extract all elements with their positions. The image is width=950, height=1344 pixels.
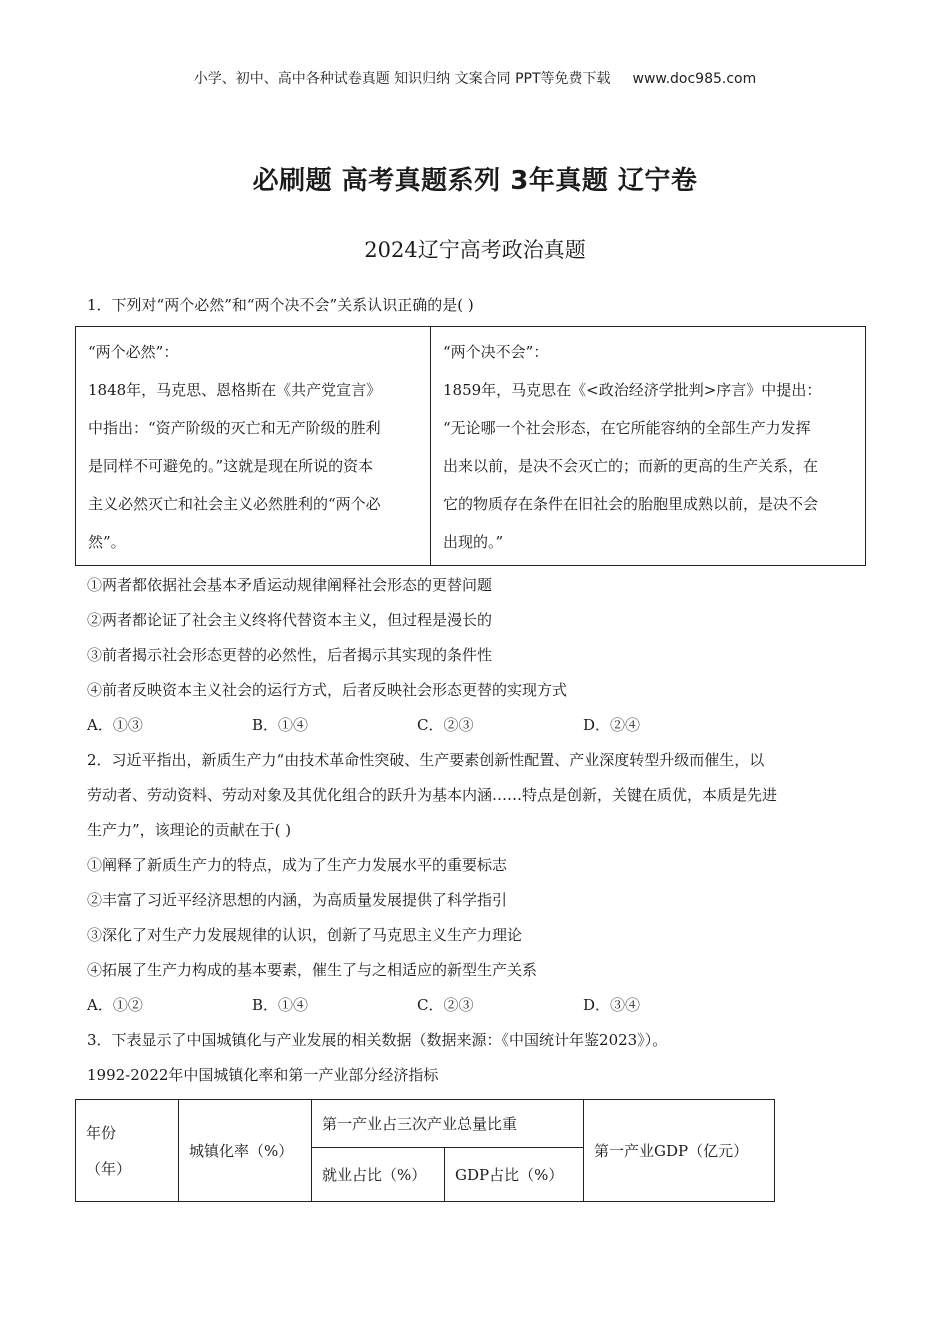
document-body <box>87 288 877 1202</box>
q2-statement: ③深化了对生产力发展规律的认识，创新了马克思主义生产力理论 <box>87 926 523 944</box>
page-subtitle: 2024辽宁高考政治真题 <box>364 238 586 262</box>
q1-stem: 1．下列对“两个必然”和“两个决不会”关系认识正确的是( ) <box>87 296 474 314</box>
q3-group-header: 第一产业占三次产业总量比重 <box>312 1100 584 1148</box>
q1-option-c[interactable]: C．②③ <box>417 716 474 734</box>
q1-right-line: “无论哪一个社会形态，在它所能容纳的全部生产力发挥 <box>443 419 811 437</box>
q3-table-caption: 1992-2022年中国城镇化率和第一产业部分经济指标 <box>87 1066 439 1084</box>
q1-options <box>87 708 877 743</box>
header-text: 小学、初中、高中各种试卷真题 知识归纳 文案合同 PPT等免费下载 <box>193 71 611 87</box>
q1-left-line: 是同样不可避免的。”这就是现在所说的资本 <box>88 457 374 475</box>
q3-urban-header: 城镇化率（%） <box>179 1100 312 1202</box>
q1-left-line: 1848年，马克思、恩格斯在《共产党宣言》 <box>88 381 382 399</box>
q1-option-b[interactable]: B．①④ <box>252 716 309 734</box>
q3-year-header-line2: （年） <box>86 1159 132 1178</box>
q3-data-table <box>75 1099 775 1202</box>
q1-statement: ②两者都论证了社会主义终将代替资本主义，但过程是漫长的 <box>87 611 493 629</box>
q1-statement: ③前者揭示社会形态更替的必然性，后者揭示其实现的条件性 <box>87 646 493 664</box>
q3-year-header <box>76 1100 179 1202</box>
q2-statement: ④拓展了生产力构成的基本要素，催生了与之相适应的新型生产关系 <box>87 961 538 979</box>
q3-gdp-header: 第一产业GDP（亿元） <box>584 1100 775 1202</box>
q1-quote-table <box>75 326 866 566</box>
q1-right-line: 出来以前，是决不会灭亡的；而新的更高的生产关系，在 <box>443 457 819 475</box>
q1-left-line: 中指出：“资产阶级的灭亡和无产阶级的胜利 <box>88 419 381 437</box>
q2-option-c[interactable]: C．②③ <box>417 996 474 1014</box>
q3-stem: 3．下表显示了中国城镇化与产业发展的相关数据（数据来源：《中国统计年鉴2023》）。 <box>87 1031 668 1049</box>
q3-year-header-line1: 年份 <box>86 1123 117 1142</box>
q2-statement: ①阐释了新质生产力的特点，成为了生产力发展水平的重要标志 <box>87 856 508 874</box>
q3-gdp-share-header: GDP占比（%） <box>445 1148 584 1202</box>
q1-option-d[interactable]: D．②④ <box>583 716 641 734</box>
q2-stem-line: 2．习近平指出，新质生产力“由技术革命性突破、生产要素创新性配置、产业深度转型升级而催生，以 <box>87 751 765 769</box>
q1-left-line: “两个必然”： <box>88 343 179 361</box>
q1-right-line: 1859年，马克思在《<政治经济学批判>序言》中提出： <box>443 381 822 399</box>
page-title: 必刷题 高考真题系列 3年真题 辽宁卷 <box>252 166 698 196</box>
q1-statement: ④前者反映资本主义社会的运行方式，后者反映社会形态更替的实现方式 <box>87 681 568 699</box>
q1-right-line: “两个决不会”： <box>443 343 549 361</box>
q1-left-line: 然”。 <box>88 533 126 551</box>
q1-left-cell <box>76 327 431 566</box>
header-url[interactable]: www.doc985.com <box>632 71 757 87</box>
q2-statement: ②丰富了习近平经济思想的内涵，为高质量发展提供了科学指引 <box>87 891 508 909</box>
q2-stem-line: 生产力”，该理论的贡献在于( ) <box>87 821 292 839</box>
q1-statement: ①两者都依据社会基本矛盾运动规律阐释社会形态的更替问题 <box>87 576 493 594</box>
q1-right-line: 它的物质存在条件在旧社会的胎胞里成熟以前，是决不会 <box>443 495 819 513</box>
q1-left-line: 主义必然灭亡和社会主义必然胜利的“两个必 <box>88 495 381 513</box>
q2-stem-line: 劳动者、劳动资料、劳动对象及其优化组合的跃升为基本内涵……特点是创新，关键在质优，本质是先进 <box>87 786 778 804</box>
q2-option-b[interactable]: B．①④ <box>252 996 309 1014</box>
page-header <box>0 68 950 88</box>
q1-right-cell <box>431 327 866 566</box>
q2-option-a[interactable]: A．①② <box>87 996 143 1014</box>
q2-options <box>87 988 877 1023</box>
q3-employment-header: 就业占比（%） <box>312 1148 445 1202</box>
q1-option-a[interactable]: A．①③ <box>87 716 143 734</box>
q1-right-line: 出现的。” <box>443 533 504 551</box>
q2-option-d[interactable]: D．③④ <box>583 996 641 1014</box>
